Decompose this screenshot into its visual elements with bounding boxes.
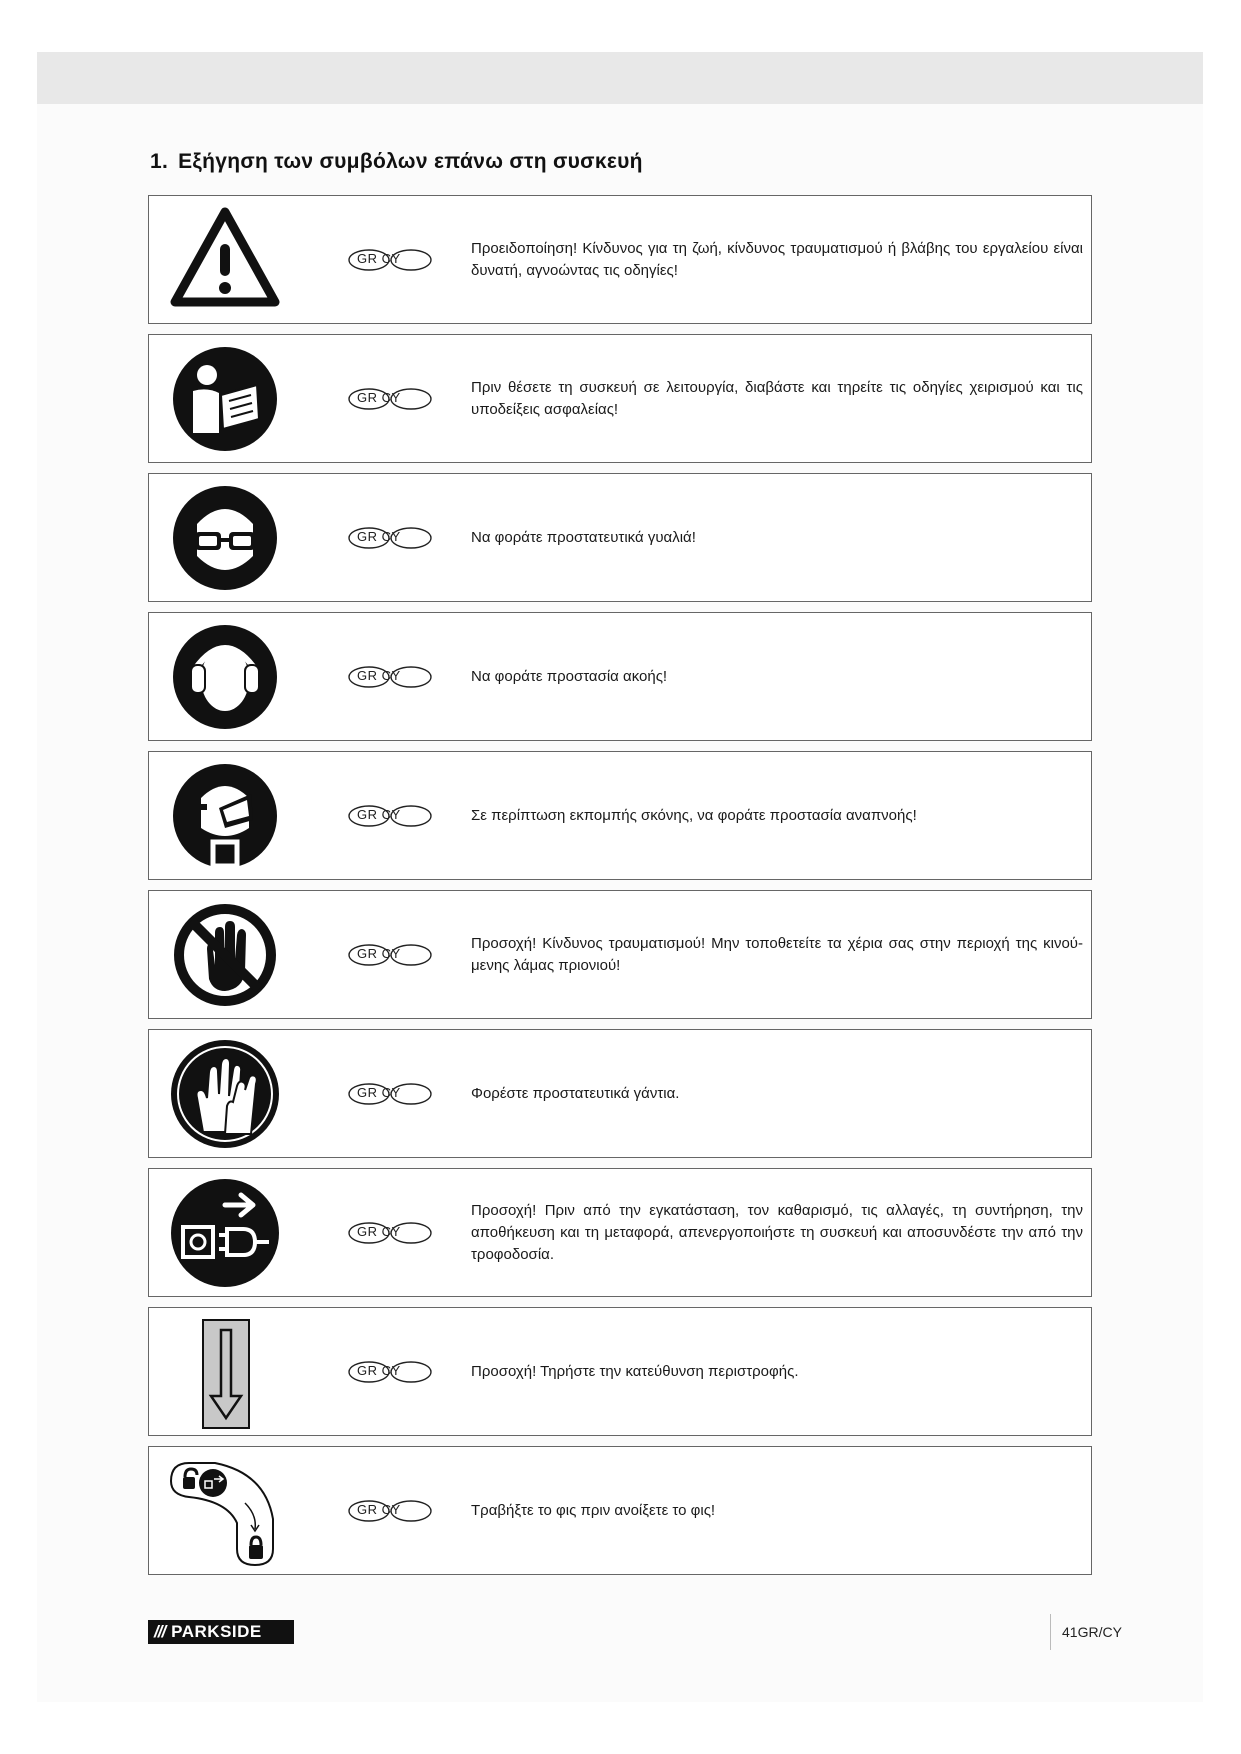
language-label: GR CY xyxy=(357,1224,401,1239)
symbol-description: Προσοχή! Πριν από την εγκατάσταση, τον καθαρισμό, τις αλλαγές, τη συντήρηση, την αποθήκευση και τη μεταφορά, απενεργοποιήστε τη συσκευή και αποσυνδέστε την από την τροφοδοσία. xyxy=(471,1201,1083,1263)
brand-logo xyxy=(148,1620,294,1644)
language-label: GR CY xyxy=(357,390,401,405)
symbol-description: Φορέστε προστατευτικά γάντια. xyxy=(471,1084,680,1102)
language-marker xyxy=(347,387,433,411)
footer-divider xyxy=(1050,1614,1051,1650)
section-title xyxy=(150,150,643,174)
unplug-before-opening-icon xyxy=(167,1453,283,1569)
symbol-row xyxy=(148,751,1092,880)
language-label: GR CY xyxy=(357,946,401,961)
symbol-row xyxy=(148,1029,1092,1158)
hearing-protection-icon xyxy=(167,619,283,735)
page-number: 41GR/CY xyxy=(1062,1624,1122,1640)
symbol-row xyxy=(148,334,1092,463)
section-number: 1. xyxy=(150,150,169,173)
language-label: GR CY xyxy=(357,807,401,822)
language-marker xyxy=(347,1221,433,1245)
symbol-row xyxy=(148,612,1092,741)
rotation-direction-arrow-icon xyxy=(167,1314,283,1430)
language-marker xyxy=(347,804,433,828)
symbol-table xyxy=(148,195,1092,1585)
symbol-row xyxy=(148,195,1092,324)
language-marker xyxy=(347,943,433,967)
symbol-description: Προσοχή! Τηρήστε την κατεύθυνση περιστροφής. xyxy=(471,1362,799,1380)
language-label: GR CY xyxy=(357,668,401,683)
protective-gloves-icon xyxy=(167,1036,283,1152)
language-marker xyxy=(347,665,433,689)
header-bar xyxy=(37,52,1203,104)
warning-triangle-icon xyxy=(167,202,283,318)
symbol-description: Να φοράτε προστατευτικά γυαλιά! xyxy=(471,528,696,546)
symbol-row xyxy=(148,1446,1092,1575)
language-marker xyxy=(347,1082,433,1106)
symbol-description: Πριν θέσετε τη συσκευή σε λειτουργία, διαβάστε και τηρείτε τις οδηγίες χειρισμού και τις υποδείξεις ασφαλείας! xyxy=(471,378,1083,418)
language-marker xyxy=(347,1499,433,1523)
no-hands-icon xyxy=(167,897,283,1013)
symbol-description: Προειδοποίηση! Κίνδυνος για τη ζωή, κίνδυνος τραυματισμού ή βλάβης του εργαλείου είναι δυνατή, αγνοώντας τις οδηγίες! xyxy=(471,239,1083,279)
symbol-description: Προσοχή! Κίνδυνος τραυματισμού! Μην τοποθετείτε τα χέρια σας στην περιοχή της κινού-μενης λάμας πριονιού! xyxy=(471,934,1083,974)
read-manual-icon xyxy=(167,341,283,457)
unplug-icon xyxy=(167,1175,283,1291)
symbol-row xyxy=(148,1307,1092,1436)
language-marker xyxy=(347,526,433,550)
symbol-row xyxy=(148,473,1092,602)
symbol-description: Σε περίπτωση εκπομπής σκόνης, να φοράτε προστασία αναπνοής! xyxy=(471,806,917,824)
language-label: GR CY xyxy=(357,1085,401,1100)
language-label: GR CY xyxy=(357,529,401,544)
safety-goggles-icon xyxy=(167,480,283,596)
brand-slashes: /// xyxy=(154,1622,166,1641)
language-label: GR CY xyxy=(357,251,401,266)
language-label: GR CY xyxy=(357,1502,401,1517)
language-label: GR CY xyxy=(357,1363,401,1378)
dust-mask-icon xyxy=(167,758,283,874)
brand-name: PARKSIDE xyxy=(171,1622,262,1641)
symbol-description: Να φοράτε προστασία ακοής! xyxy=(471,667,668,685)
symbol-description: Τραβήξτε το φις πριν ανοίξετε το φις! xyxy=(471,1501,716,1519)
section-title-text: Εξήγηση των συμβόλων επάνω στη συσκευή xyxy=(178,150,643,173)
language-marker xyxy=(347,1360,433,1384)
symbol-row xyxy=(148,890,1092,1019)
language-marker xyxy=(347,248,433,272)
symbol-row xyxy=(148,1168,1092,1297)
